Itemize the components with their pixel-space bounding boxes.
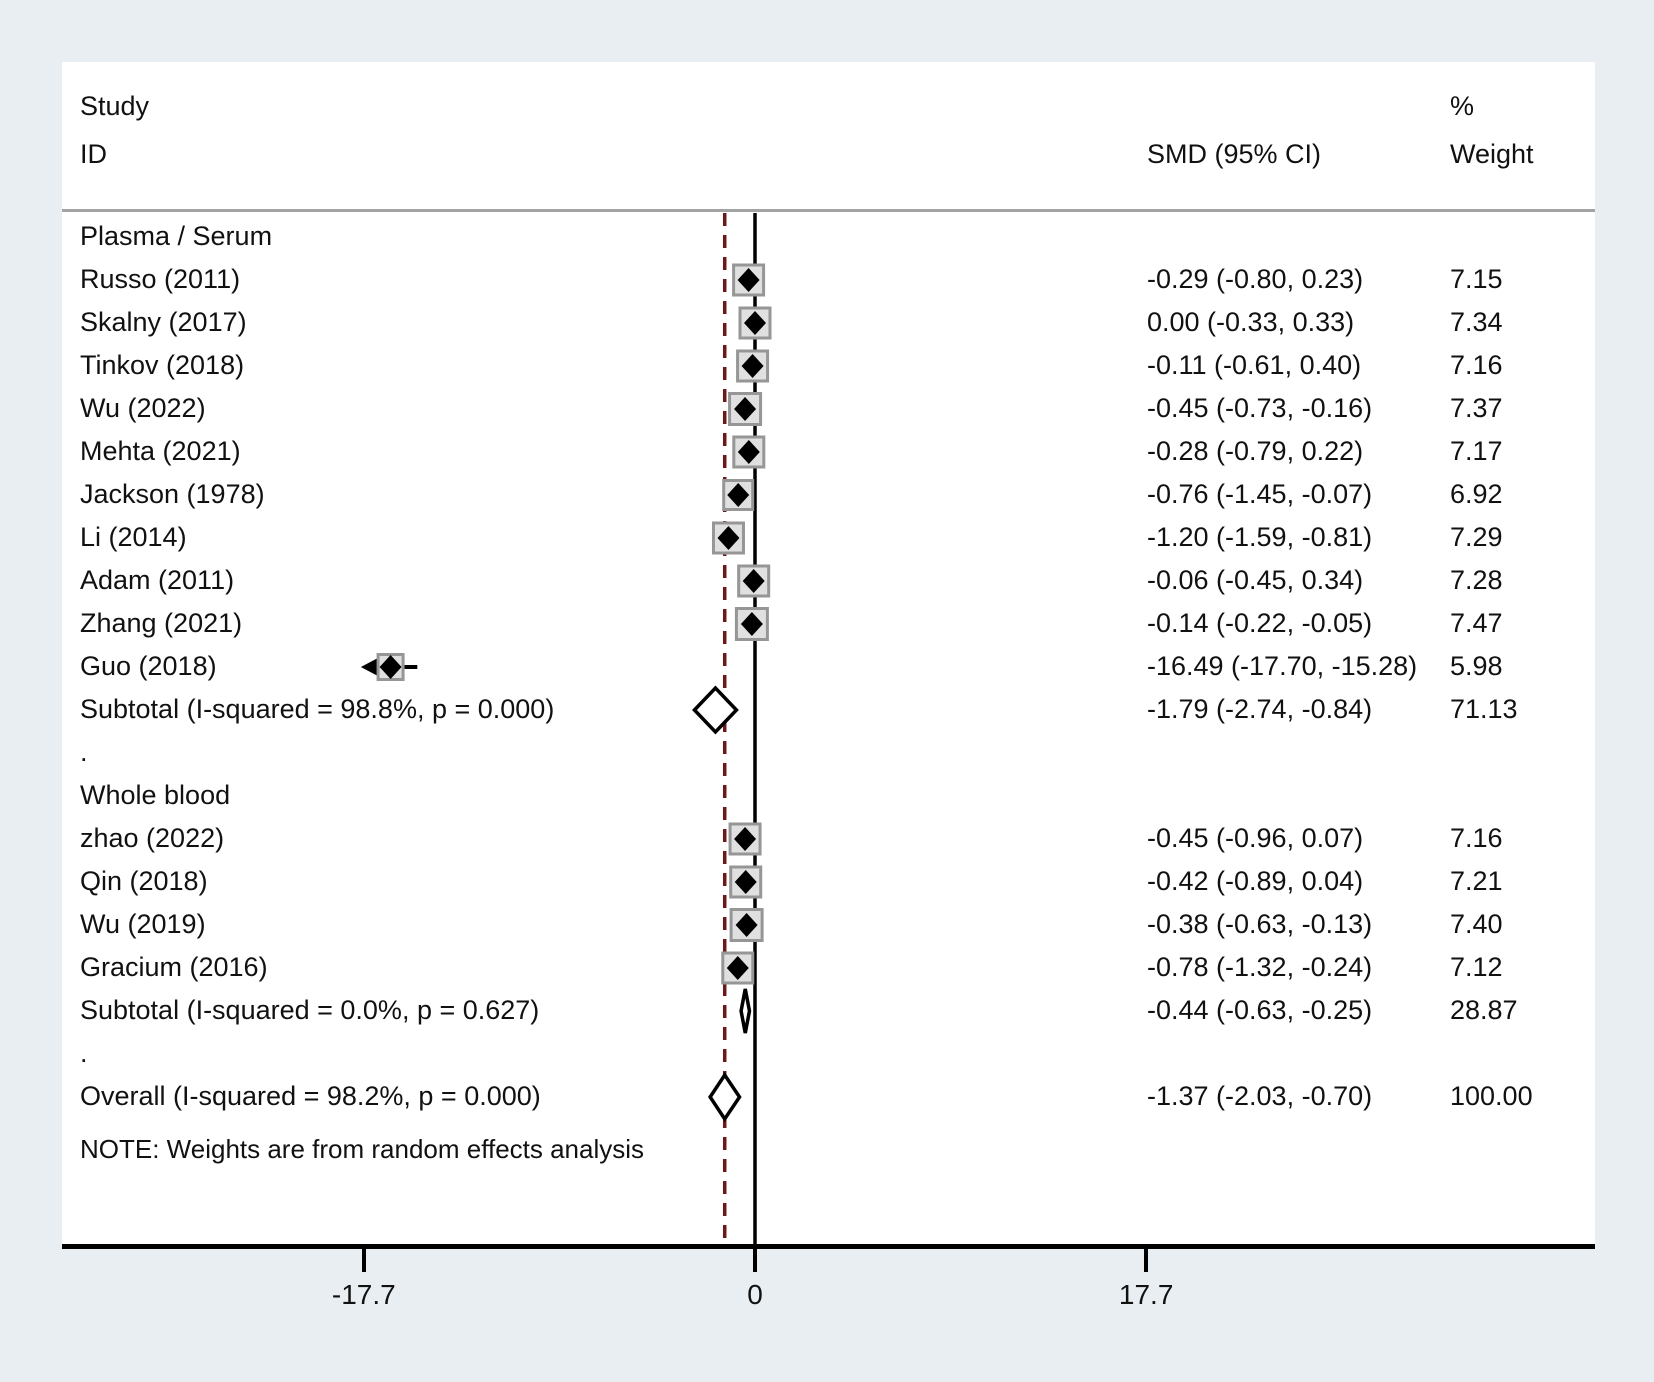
study-label: zhao (2022) [80,823,225,853]
study-smd-value: -0.45 (-0.96, 0.07) [1147,823,1364,853]
study-label: Mehta (2021) [80,436,241,466]
weight-box [731,910,762,941]
point-estimate-diamond [380,655,402,679]
study-label: Skalny (2017) [80,307,247,337]
point-estimate-diamond [734,397,756,421]
study-smd-value: -0.11 (-0.61, 0.40) [1147,350,1362,380]
weight-box [738,351,768,381]
study-smd-value: -0.14 (-0.22, -0.05) [1147,608,1373,638]
study-weight: 7.15 [1450,264,1503,294]
subtotal-label: Subtotal (I-squared = 0.0%, p = 0.627) [80,995,540,1025]
study-smd-value: -0.28 (-0.79, 0.22) [1147,436,1364,466]
weight-box [731,867,761,897]
study-label: Guo (2018) [80,651,217,681]
study-label: Li (2014) [80,522,187,552]
group-label: Plasma / Serum [80,221,273,251]
axis-tick [1144,1249,1148,1272]
axis-tick-label: 17.7 [1118,1279,1174,1310]
weight-box [730,394,761,425]
study-weight: 7.34 [1450,307,1503,337]
ci-clipped-left-arrow [361,657,380,677]
study-weight: 7.12 [1450,952,1503,982]
column-header-percent: % [1450,91,1475,121]
point-estimate-diamond [727,956,749,980]
study-weight: 7.17 [1450,436,1503,466]
point-estimate-diamond [742,354,764,378]
study-label: Jackson (1978) [80,479,265,509]
study-smd-value: -1.20 (-1.59, -0.81) [1147,522,1373,552]
weight-box [713,523,743,553]
study-label: Russo (2011) [80,264,241,294]
overall-weight: 100.00 [1450,1081,1533,1111]
study-weight: 7.37 [1450,393,1503,423]
study-smd-value: -0.45 (-0.73, -0.16) [1147,393,1373,423]
study-smd-value: -0.78 (-1.32, -0.24) [1147,952,1373,982]
column-header-smd: SMD (95% CI) [1147,139,1322,169]
study-smd-value: -16.49 (-17.70, -15.28) [1147,651,1418,681]
overall-label: Overall (I-squared = 98.2%, p = 0.000) [80,1081,541,1111]
study-smd-value: -0.38 (-0.63, -0.13) [1147,909,1373,939]
study-smd-value: -0.76 (-1.45, -0.07) [1147,479,1373,509]
weight-box [378,655,403,680]
point-estimate-diamond [741,612,763,636]
study-label: Qin (2018) [80,866,208,896]
point-estimate-diamond [738,268,760,292]
plot-panel [62,62,1595,1248]
weight-box [730,824,760,854]
subtotal-smd-value: -1.79 (-2.74, -0.84) [1147,694,1373,724]
point-estimate-diamond [717,526,739,550]
x-axis [62,1249,1595,1349]
axis-tick-label: -17.7 [331,1279,396,1310]
weight-box [723,953,753,983]
study-label: Gracium (2016) [80,952,268,982]
study-smd-value: -0.42 (-0.89, 0.04) [1147,866,1364,896]
study-weight: 7.21 [1450,866,1503,896]
weight-box [739,566,769,596]
point-estimate-diamond [735,870,757,894]
point-estimate-diamond [744,311,766,335]
column-header-study: Study [80,91,150,121]
study-label: Tinkov (2018) [80,350,245,380]
study-weight: 6.92 [1450,479,1503,509]
overall-diamond [710,1075,739,1119]
point-estimate-diamond [738,440,760,464]
subtotal-diamond [741,989,749,1033]
column-header-weight: Weight [1450,139,1534,169]
study-weight: 7.16 [1450,823,1503,853]
axis-tick-label: 0 [747,1279,763,1310]
study-label: Adam (2011) [80,565,235,595]
note: NOTE: Weights are from random effects analysis [80,1134,645,1164]
study-weight: 7.16 [1450,350,1503,380]
study-weight: 7.29 [1450,522,1503,552]
weight-box [734,265,764,295]
study-smd-value: -0.06 (-0.45, 0.34) [1147,565,1364,595]
header-divider [62,209,1595,212]
subtotal-label: Subtotal (I-squared = 98.8%, p = 0.000) [80,694,555,724]
overall-smd-value: -1.37 (-2.03, -0.70) [1147,1081,1373,1111]
study-weight: 7.47 [1450,608,1503,638]
study-weight: 7.40 [1450,909,1503,939]
study-smd-value: -0.29 (-0.80, 0.23) [1147,264,1364,294]
group-separator: . [80,1038,88,1068]
subtotal-weight: 71.13 [1450,694,1518,724]
subtotal-weight: 28.87 [1450,995,1518,1025]
weight-box [740,308,770,338]
column-header-id: ID [80,139,107,169]
point-estimate-diamond [736,913,758,937]
subtotal-smd-value: -0.44 (-0.63, -0.25) [1147,995,1373,1025]
weight-box [724,481,753,510]
point-estimate-diamond [734,827,756,851]
study-label: Zhang (2021) [80,608,243,638]
study-label: Wu (2019) [80,909,206,939]
axis-tick [362,1249,366,1272]
study-label: Wu (2022) [80,393,206,423]
group-separator: . [80,737,88,767]
study-weight: 7.28 [1450,565,1503,595]
point-estimate-diamond [743,569,765,593]
weight-box [734,437,764,467]
study-weight: 5.98 [1450,651,1503,681]
axis-tick [753,1249,757,1272]
subtotal-diamond [694,688,736,732]
group-label: Whole blood [80,780,231,810]
weight-box [736,609,767,640]
point-estimate-diamond [727,483,749,507]
study-smd-value: 0.00 (-0.33, 0.33) [1147,307,1355,337]
